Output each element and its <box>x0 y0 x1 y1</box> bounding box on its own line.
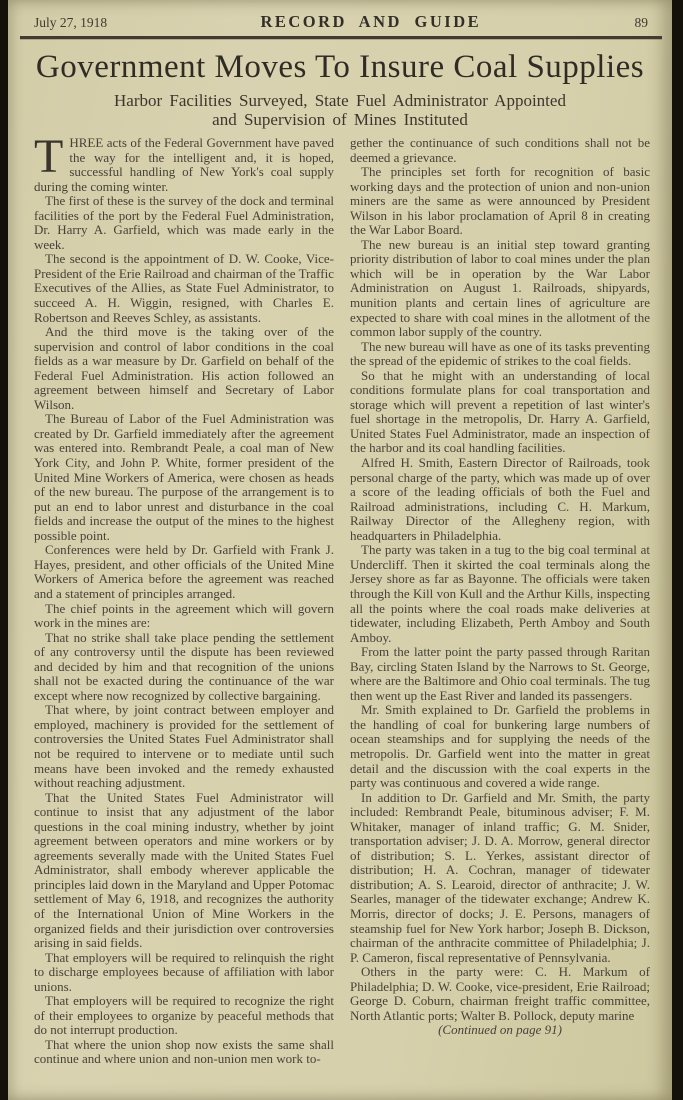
paragraph: Mr. Smith explained to Dr. Garfield the problems in the handling of coal for bunkering large numbers of ocean steamships and for supplying the needs of the metropolis. Dr. Garfield went into the matter in great detail and the discussion with the coal experts in the party was continuous and covered a wide range. <box>350 702 650 791</box>
continued-notice: (Continued on page 91) <box>438 1022 562 1038</box>
drop-cap: T <box>34 130 64 183</box>
paragraph: The principles set forth for recognition of basic working days and the protection of union and non-union miners are the same as were announced by President Wilson in his labor proclamation of April 8 in creating the War Labor Board. <box>350 164 650 238</box>
paragraph: The Bureau of Labor of the Fuel Administration was created by Dr. Garfield immediately after the agreement was entered into. Rembrandt Peale, a coal man of New York City, and John P. White, former president of the United Mine Workers of America, were chosen as heads of the new bureau. The purpose of the arrangement is to put an end to labor unrest and disturbance in the coal fields and increase the output of the mines to the highest possible point. <box>34 411 334 543</box>
paragraph <box>34 130 334 194</box>
paragraph: The new bureau is an initial step toward granting priority distribution of labor to coal mines under the plan which will be in operation by the War Labor Administration on August 1. Railroads, shipyards, munition plants and certain lines of agriculture are expected to share with coal mines in the allotment of the common labor supply of the country. <box>350 236 650 340</box>
subheadline <box>8 92 672 129</box>
paragraph: In addition to Dr. Garfield and Mr. Smith, the party included: Rembrandt Peale, bituminous adviser; F. M. Whitaker, manager of inland traffic; G. M. Snider, transportation adviser; J. D. A. Morrow, general director of distribution; S. L. Yerkes, assistant director of distribution; H. A. Cochran, manager of tidewater distribution; A. S. Learoid, director of anthracite; J. W. Searles, manager of the tidewater exchange; Andrew K. Morris, director of docks; J. E. Persons, managers of steamship fuel for New York harbor; Joseph B. Dickson, chairman of the anthracite committee of Philadelphia; J. P. Cameron, fiscal representative of Pennsylvania. <box>350 789 650 965</box>
masthead <box>8 0 672 32</box>
paragraph: Others in the party were: C. H. Markum of Philadelphia; D. W. Cooke, vice-president, Erie Railroad; George D. Coburn, chairman freight traffic committee, North Atlantic ports; Walter B. Pollock, deputy marine <box>350 964 650 1023</box>
paragraph: That where, by joint contract between employer and employed, machinery is provided for the settlement of controversies the United States Fuel Administrator shall not be required to intervene or to mediate until such means have been invoked and the remedy exhausted without reaching adjustment. <box>34 702 334 791</box>
paper-page <box>8 0 672 1100</box>
subheadline-line2: and Supervision of Mines Instituted <box>212 109 468 129</box>
paragraph: And the third move is the taking over of the supervision and control of labor conditions in the coal fields as a war measure by Dr. Garfield on behalf of the Federal Fuel Administration. His action followed an agreement between himself and Secretary of Labor Wilson. <box>34 324 334 412</box>
masthead-date: July 27, 1918 <box>34 15 108 30</box>
paragraph: So that he might with an understanding of local conditions formulate plans for coal transportation and storage which will prevent a repetition of last winter's fuel shortage in the metropolis, Dr. Harry A. Garfield, United States Fuel Administrator, made an inspection of the harbor and its coal handling facilities. <box>350 367 650 456</box>
lead-paragraph-text: HREE acts of the Federal Government have paved the way for the intelligent and, it is hoped, successful handling of New York's coal supply during the coming winter. <box>34 135 334 194</box>
paragraph: That employers will be required to relinquish the right to discharge employees because of affiliation with labor unions. <box>34 949 334 994</box>
paragraph: gether the continuance of such conditions shall not be deemed a grievance. <box>350 135 650 165</box>
masthead-title: RECORD AND GUIDE <box>260 12 482 31</box>
article-body <box>8 129 672 1067</box>
headline: Government Moves To Insure Coal Supplies <box>35 49 645 85</box>
masthead-rule <box>20 36 662 39</box>
paragraph: From the latter point the party passed through Raritan Bay, circling Staten Island by the Narrows to St. George, where are the Baltimore and Ohio coal terminals. The tug then went up the East River and landed its passengers. <box>350 644 650 703</box>
masthead-page-number: 89 <box>634 15 648 30</box>
paragraph: That employers will be required to recognize the right of their employees to organize by peaceful methods that do not interrupt production. <box>34 993 334 1038</box>
left-column <box>34 130 334 1067</box>
paragraph: The new bureau will have as one of its tasks preventing the spread of the epidemic of strikes to the coal fields. <box>350 338 650 369</box>
paragraph: The chief points in the agreement which will govern work in the mines are: <box>34 600 334 631</box>
paragraph: That where the union shop now exists the same shall continue and where union and non-union men work to- <box>34 1036 334 1067</box>
subheadline-line1: Harbor Facilities Surveyed, State Fuel Administrator Appointed <box>114 91 566 110</box>
paragraph: The second is the appointment of D. W. Cooke, Vice-President of the Erie Railroad and chairman of the Traffic Executives of the Allies, as State Fuel Administrator, to succeed A. H. Wiggin, resigned, with Charles E. Robertson and Reeves Schley, as assistants. <box>34 251 334 325</box>
paragraph: The party was taken in a tug to the big coal terminal at Undercliff. Then it skirted the coal terminals along the Jersey shore as far as Bayonne. The officials were taken through the Kill von Kull and the Arthur Kills, inspecting all the points where the coal roads make deliveries at tidewater, including Elizabeth, Perth Amboy and South Amboy. <box>350 542 650 645</box>
paragraph: Alfred H. Smith, Eastern Director of Railroads, took personal charge of the party, which was made up of over a score of the leading officials of both the Fuel and Railroad administrations, including C. H. Markum, Railway Director of the Allegheny region, with headquarters in Philadelphia. <box>350 455 650 543</box>
paragraph: That no strike shall take place pending the settlement of any controversy until the dispute has been reviewed and decided by him and that recognition of the unions shall not be exacted during the continuance of the war except where now recognized by collective bargaining. <box>34 629 334 703</box>
paragraph: That the United States Fuel Administrator will continue to insist that any adjustment of the labor questions in the coal mining industry, whether by joint agreement between operators and mine workers or by agreements severally made with the United States Fuel Administrator, shall embody wherever applicable the principles laid down in the Maryland and Upper Potomac settlement of May 6, 1918, and recognizes the authority of the International Union of Mine Workers in the organized fields and their jurisdiction over controversies arising in said fields. <box>34 789 334 951</box>
paragraph: The first of these is the survey of the dock and terminal facilities of the port by the Federal Fuel Administration, Dr. Harry A. Garfield, which was made early in the week. <box>34 193 334 252</box>
right-column <box>350 136 650 1067</box>
paragraph: Conferences were held by Dr. Garfield with Frank J. Hayes, president, and other officials of the United Mine Workers of America before the agreement was reached and a statement of principles arranged. <box>34 542 334 601</box>
